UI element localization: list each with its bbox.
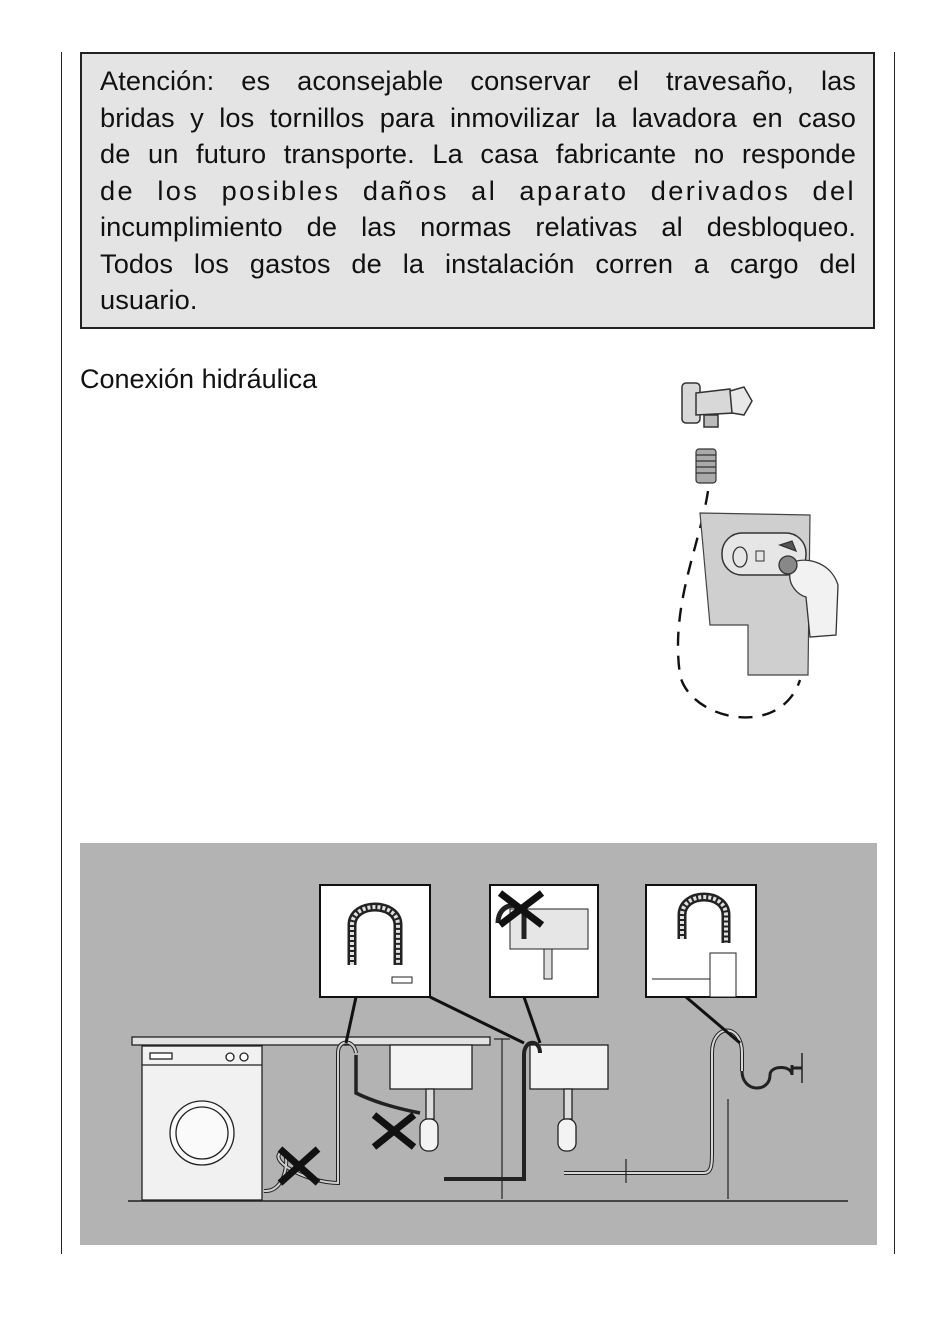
notice-line-2: bridas y los tornillos para inmovilizar la lavadora en caso: [100, 101, 856, 133]
notice-line-4: de los posibles daños al aparato derivados del: [100, 174, 856, 206]
notice-line-5: incumplimiento de las normas relativas al desbloqueo.: [100, 211, 856, 242]
washing-machine-icon: [142, 1046, 262, 1200]
left-margin-rule: [61, 52, 62, 1254]
inset-wrong-hose-in-water: [430, 885, 598, 1043]
notice-line-7: usuario.: [100, 284, 198, 315]
inset-correct-hose-bend: [320, 885, 430, 1043]
countertop: [132, 1037, 490, 1045]
notice-line-1: Atención: es aconsejable conservar el travesaño, las: [100, 65, 856, 96]
hose-nut-icon: [696, 449, 716, 483]
notice-line-3: de un futuro transporte. La casa fabricante no responde: [100, 138, 856, 169]
attention-notice-box: [80, 52, 875, 329]
siphon-trap-icon: [742, 1053, 802, 1088]
section-title: Conexión hidráulica: [80, 364, 318, 394]
right-margin-rule: [894, 52, 895, 1254]
height-marker-left: [494, 1039, 510, 1199]
water-tap-icon: [682, 383, 752, 427]
wrong-cross-mark-sink-icon: [374, 1115, 414, 1147]
water-tap-connection-illustration: [660, 375, 850, 740]
sink-right-icon: [530, 1045, 608, 1151]
drain-hose-wrong-route: [264, 1043, 356, 1192]
drain-hose-installation-diagram: [80, 843, 877, 1245]
machine-back-panel-icon: [700, 513, 810, 675]
notice-line-6: Todos los gastos de la instalación corren a cargo del: [100, 247, 856, 279]
inset-correct-standpipe: [646, 885, 756, 1043]
